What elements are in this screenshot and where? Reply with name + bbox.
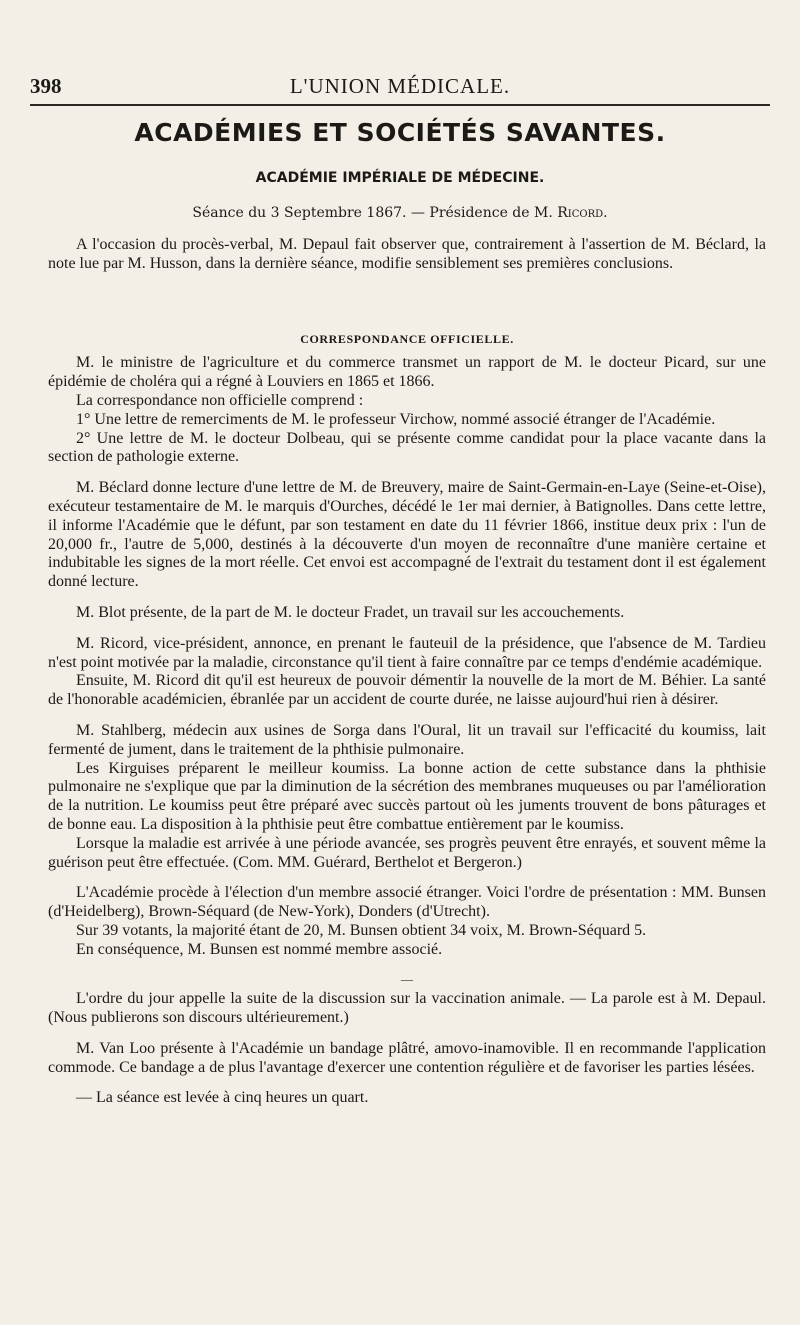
page-number: 398 [30,74,62,98]
header-rule [30,104,770,106]
session-president: M. Ricord. [534,205,608,221]
paragraph: Les Kirguises préparent le meilleur koumiss. La bonne action de cette substance dans la phthisie pulmonaire ne s'explique que par la diminution de la sécrétion des membranes muqueuses ou par l'amélioration de la nutrition. Le koumiss peut être préparé avec succès partout où les juments trouvent de bons pâturages et de bonne eau. La disposition à la phthisie peut être combattue entièrement par le koumiss. [48,759,766,833]
paragraph: M. Ricord, vice-président, annonce, en prenant le fauteuil de la présidence, que l'absence de M. Tardieu n'est point motivée par la maladie, circonstance qu'il tient à faire connaître par ce temps d'endémie académique. [48,634,766,671]
paragraph: Lorsque la maladie est arrivée à une période avancée, ses progrès peuvent être enrayés, et souvent même la guérison peut être effectuée. (Com. MM. Guérard, Berthelot et Bergeron.) [48,834,766,871]
body-text [48,236,766,1108]
paragraph: L'Académie procède à l'élection d'un membre associé étranger. Voici l'ordre de présentation : MM. Bunsen (d'Heidelberg), Brown-Séquard (de New-York), Donders (d'Utrecht). [48,884,766,921]
paragraph: Ensuite, M. Ricord dit qu'il est heureux de pouvoir démentir la nouvelle de la mort de M. Béhier. La santé de l'honorable académicien, ébranlée par un accident de courte durée, ne laisse aujourd'hui rien à désirer. [48,672,766,709]
paragraph: A l'occasion du procès-verbal, M. Depaul fait observer que, contrairement à l'assertion de M. Béclard, la note lue par M. Husson, dans la dernière séance, modifie sensiblement ses premières conclusions. [48,236,766,272]
paragraph: M. Van Loo présente à l'Académie un bandage plâtré, amovo-inamovible. Il en recommande l'application commode. Ce bandage a de plus l'avantage d'exercer une contention régulière et de favoriser les parties lésées. [48,1039,766,1076]
separator-dash: — [401,971,413,986]
paragraph: L'ordre du jour appelle la suite de la discussion sur la vaccination animale. — La parole est à M. Depaul. (Nous publierons son discours ultérieurement.) [48,990,766,1027]
page-header [30,68,770,102]
paragraph: 2° Une lettre de M. le docteur Dolbeau, qui se présente comme candidat pour la place vacante dans la section de pathologie externe. [48,429,766,466]
paragraph: La correspondance non officielle comprend : [76,391,364,409]
paragraph: 1° Une lettre de remerciments de M. le professeur Virchow, nommé associé étranger de l'Académie. [76,410,716,428]
document-subtitle: ACADÉMIE IMPÉRIALE DE MÉDECINE. [255,170,545,186]
paragraph: En conséquence, M. Bunsen est nommé membre associé. [76,940,443,958]
section-heading: CORRESPONDANCE OFFICIELLE. [300,331,514,346]
document-title: ACADÉMIES ET SOCIÉTÉS SAVANTES. [134,118,666,147]
session-line [30,205,770,221]
session-date: Séance du 3 Septembre 1867. — Présidence de [192,205,530,221]
running-title: L'UNION MÉDICALE. [289,74,511,98]
paragraph: M. Stahlberg, médecin aux usines de Sorga dans l'Oural, lit un travail sur l'efficacité du koumiss, lait fermenté de jument, dans le traitement de la phthisie pulmonaire. [48,721,766,758]
paragraph: M. Blot présente, de la part de M. le docteur Fradet, un travail sur les accouchements. [76,603,625,621]
paragraph: M. Béclard donne lecture d'une lettre de M. de Breuvery, maire de Saint-Germain-en-Laye (Seine-et-Oise), exécuteur testamentaire de M. le marquis d'Ourches, décédé le 1er mai dernier, à Batignolles. Dans cette lettre, il informe l'Académie que le défunt, par son testament en date du 11 février 1866, institue deux prix : l'un de 20,000 fr., l'autre de 5,000, destinés à la découverte d'un moyen de reconnaître d'une manière certaine et indubitable les signes de la mort réelle. Cet envoi est accompagné de l'extrait du testament dont il est également donné lecture. [48,479,766,591]
paragraph: M. le ministre de l'agriculture et du commerce transmet un rapport de M. le docteur Picard, sur une épidémie de choléra qui a régné à Louviers en 1865 et 1866. [48,354,766,391]
paragraph: Sur 39 votants, la majorité étant de 20, M. Bunsen obtient 34 voix, M. Brown-Séquard 5. [76,921,647,939]
paragraph: — La séance est levée à cinq heures un quart. [76,1089,369,1107]
